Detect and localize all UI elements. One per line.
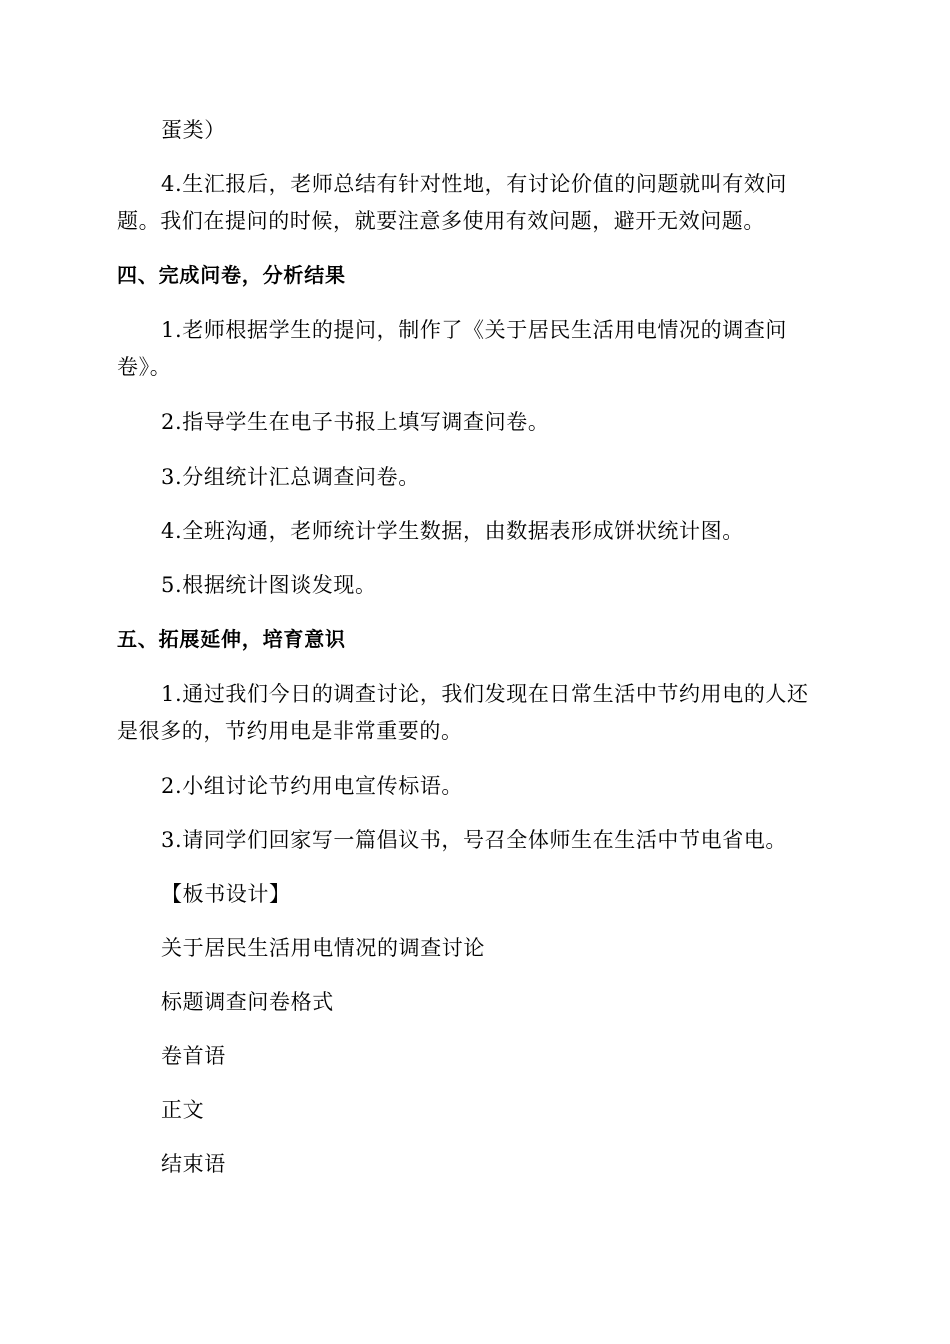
paragraph-4-line-2: 题。我们在提问的时候，就要注意多使用有效问题，避开无效问题。 [117,209,765,233]
section-4-item-3: 3.分组统计汇总调查问卷。 [161,465,420,489]
board-line-5: 结束语 [161,1152,226,1176]
section-4-item-1-line-1: 1.老师根据学生的提问，制作了《关于居民生活用电情况的调查问 [161,318,788,342]
board-line-2: 标题调查问卷格式 [161,990,334,1014]
section-5-item-1-line-2: 是很多的，节约用电是非常重要的。 [117,719,463,743]
section-5-heading: 五、拓展延伸，培育意识 [117,627,346,651]
section-4-item-1-line-2: 卷》。 [117,355,172,379]
board-line-4: 正文 [161,1098,205,1122]
paragraph-continuation: 蛋类） [161,118,226,142]
board-design-heading: 【板书设计】 [161,882,291,906]
section-4-item-2: 2.指导学生在电子书报上填写调查问卷。 [161,410,550,434]
section-4-heading: 四、完成问卷，分析结果 [117,263,346,287]
section-5-item-3: 3.请同学们回家写一篇倡议书，号召全体师生在生活中节电省电。 [161,828,788,852]
section-5-item-2: 2.小组讨论节约用电宣传标语。 [161,774,464,798]
board-line-3: 卷首语 [161,1044,226,1068]
section-5-item-1-line-1: 1.通过我们今日的调查讨论，我们发现在日常生活中节约用电的人还 [161,682,809,706]
section-4-item-5: 5.根据统计图谈发现。 [161,573,377,597]
board-line-1: 关于居民生活用电情况的调查讨论 [161,936,485,960]
section-4-item-4: 4.全班沟通，老师统计学生数据，由数据表形成饼状统计图。 [161,519,744,543]
paragraph-4-line-1: 4.生汇报后，老师总结有针对性地，有讨论价值的问题就叫有效问 [161,172,788,196]
